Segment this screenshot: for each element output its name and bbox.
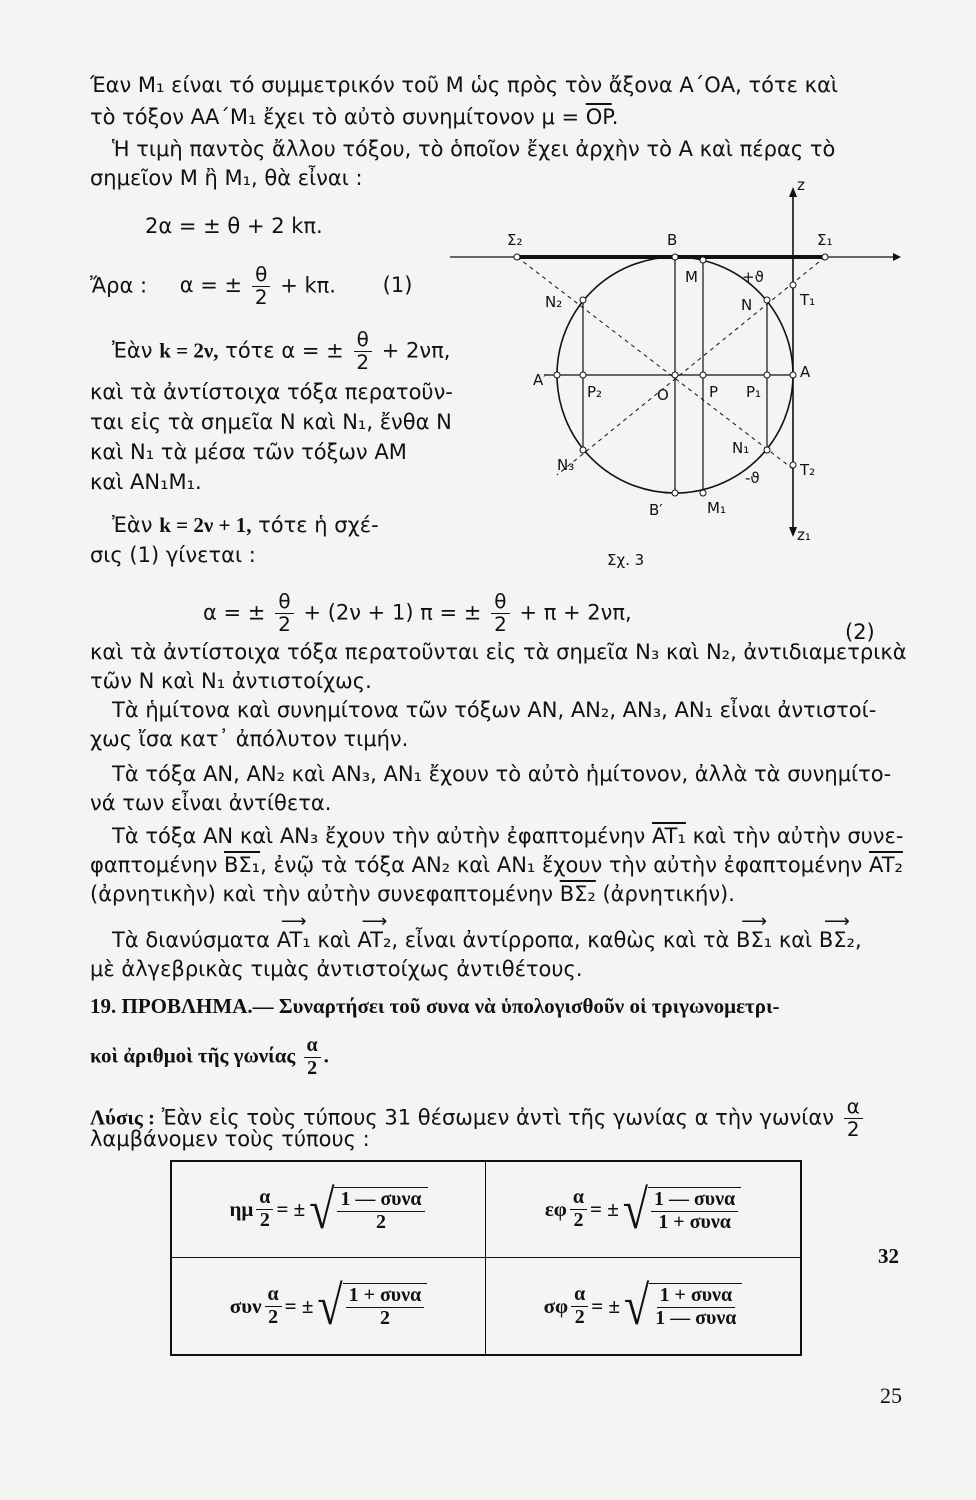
text-span: τότε ἡ σχέ-: [258, 513, 379, 537]
figure-caption: Σχ. 3: [607, 551, 645, 569]
label-p1: P₁: [746, 383, 762, 401]
text-span: Ἐὰν: [112, 338, 153, 363]
problem-heading-cont: κοὶ ἀριθμοὶ τῆς γωνίας $\frac{\alpha}{2}$ .: [90, 1034, 329, 1079]
point-p: [700, 372, 706, 378]
problem-heading: 19. ΠΡΟΒΛΗΜΑ.— Συναρτήσει τοῦ συνα νὰ ὑπολογισθοῦν οἱ τριγωνομετρι-: [90, 994, 780, 1018]
text-line: καὶ N₁ τὰ μέσα τῶν τόξων AM: [90, 440, 407, 464]
text-line: μὲ ἀλγεβρικὰς τιμὰς ἀντιστοίχως ἀντιθέτους.: [90, 957, 583, 981]
label-n2: N₂: [545, 293, 563, 311]
point-m1: [700, 490, 706, 496]
text-span: Τὰ διανύσματα: [112, 928, 271, 952]
point-b-prime: [672, 490, 678, 496]
text-span: + π + 2νπ,: [519, 600, 632, 625]
label-sigma1: Σ₁: [817, 231, 833, 249]
point-a: [790, 372, 796, 378]
label-t1: T₁: [800, 291, 816, 309]
text-line: καὶ AN₁M₁.: [90, 470, 202, 494]
text-span: φαπτομένην: [90, 853, 218, 877]
point-sigma2: [514, 254, 520, 260]
point-p1: [764, 372, 770, 378]
segment-bs1: BΣ₁: [224, 853, 261, 877]
top-line-arrow: [893, 253, 901, 261]
text-span: Τὰ τόξα AN καὶ AN₃ ἔχουν τὴν αὐτὴν ἐφαπτομένην: [112, 824, 646, 848]
label-minus-theta: -ϑ: [745, 469, 760, 487]
label-n1: N₁: [732, 439, 750, 457]
label-m1: M₁: [707, 499, 726, 517]
unit-circle-figure: [445, 175, 905, 575]
fraction-alpha-over-2: $\frac{\alpha}{2}$: [304, 1036, 321, 1079]
segment-op: $\overline{OP}$: [585, 105, 612, 129]
point-b: [672, 254, 678, 260]
fraction-theta-over-2: $\frac{\theta}{2}$: [353, 330, 372, 373]
text-span: α = ±: [179, 273, 243, 298]
text-span: + 2νπ,: [381, 338, 451, 363]
text-span: k = 2ν + 1,: [159, 513, 252, 537]
formula-sin-half: ημ $\frac{\alpha}{2}$ = ± √ $\frac{\text{1 — συνα}}{2}$: [172, 1162, 486, 1258]
page-number: 25: [880, 1383, 902, 1408]
text-span: + kπ.: [280, 273, 336, 298]
formula-cot-half: σφ $\frac{\alpha}{2}$ = ± √ $\frac{\text{1 + συνα}}{\text{1 — συνα}}$: [486, 1258, 800, 1354]
text-line: [90, 880, 735, 908]
text-span: Ἄρα :: [90, 273, 148, 298]
label-plus-theta: +ϑ: [742, 268, 764, 286]
point-p2: [580, 372, 586, 378]
label-b-prime: B′: [649, 501, 663, 519]
formula-number: 32: [878, 1244, 899, 1268]
equation-2: [203, 589, 632, 636]
label-a-prime: A′: [533, 371, 547, 389]
text-line: καὶ τὰ ἀντίστοιχα τόξα περατοῦν-: [90, 380, 453, 404]
text-line: καὶ τὰ ἀντίστοιχα τόξα περατοῦνται εἰς τὰ σημεῖα N₃ καὶ N₂, ἀντιδιαμετρικὰ: [90, 640, 907, 664]
text-span: (ἀρνητικὴν) καὶ τὴν αὐτὴν συνεφαπτομένην: [90, 882, 554, 906]
formula-cos-half: συν $\frac{\alpha}{2}$ = ± √ $\frac{\text{1 + συνα}}{2}$: [172, 1258, 486, 1354]
label-m: M: [685, 268, 698, 286]
label-p: P: [709, 383, 719, 401]
label-z: z: [797, 176, 805, 194]
point-t2: [790, 462, 796, 468]
point-n3: [580, 447, 586, 453]
text-span: καὶ: [317, 928, 351, 952]
segment-at1: AT₁: [651, 824, 686, 848]
text-span: τότε α = ±: [225, 338, 344, 363]
label-o: O: [657, 386, 669, 404]
text-span: (ἀρνητικήν).: [602, 882, 735, 906]
point-n2: [580, 297, 586, 303]
point-o: [672, 372, 678, 378]
text-span: Ἐὰν: [112, 513, 153, 537]
fraction-theta-over-2: $\frac{\theta}{2}$: [491, 592, 510, 635]
text-line: χως ἴσα κατ᾽ ἀπόλυτον τιμήν.: [90, 727, 409, 751]
text-line: [112, 822, 903, 850]
fraction-theta-over-2: $\frac{\theta}{2}$: [275, 592, 294, 635]
text-span: ,: [854, 928, 862, 952]
solution-label: Λύσις :: [90, 1105, 155, 1130]
label-n3: N₃: [557, 456, 575, 474]
text-line: σις (1) γίνεται :: [90, 543, 256, 567]
equation-number: (2): [845, 620, 875, 644]
point-sigma1: [822, 254, 828, 260]
label-t2: T₂: [800, 461, 816, 479]
z1-arrow: [789, 527, 797, 537]
point-m: [700, 257, 706, 263]
text-span: + (2ν + 1) π = ±: [303, 600, 482, 625]
sigma1-n3-diagonal: [557, 257, 825, 475]
vector-bs2: ⟶ BΣ₂: [819, 926, 855, 954]
equation-number: (1): [382, 273, 413, 298]
label-n: N: [741, 296, 753, 314]
label-a: A: [800, 363, 811, 381]
text-span: k = 2ν,: [159, 338, 219, 363]
point-t1: [790, 282, 796, 288]
text-span: , εἶναι ἀντίρροπα, καθὼς καὶ τὰ: [391, 928, 730, 952]
text-line: Τὰ ἡμίτονα καὶ συνημίτονα τῶν τόξων AN, AN₂, AN₃, AN₁ εἶναι ἀντιστοί-: [112, 698, 877, 722]
text-span: Ἐὰν εἰς τοὺς τύπους 31 θέσωμεν ἀντὶ τῆς γωνίας α τὴν γωνίαν: [161, 1105, 834, 1130]
text-line: τὸ τόξον ΑΑ΄M₁ ἔχει τὸ αὐτὸ συνημίτονον $\mu = \overline{OP}$.: [90, 105, 619, 129]
text-line: Έαν M₁ είναι τό συμμετρικόν τοῦ M ὡς πρὸς τὸν ἄξονα Α΄ΟΑ, τότε καὶ: [90, 73, 839, 97]
text-line: Ἡ τιμὴ παντὸς ἄλλου τόξου, τὸ ὁποῖον ἔχει ἀρχὴν τὸ Α καὶ πέρας τὸ: [112, 137, 836, 161]
text-line: ται εἰς τὰ σημεῖα N καὶ N₁, ἔνθα N: [90, 410, 452, 434]
segment-at2: AT₂: [868, 853, 903, 877]
label-b: B: [667, 231, 678, 249]
z-arrow: [789, 187, 797, 197]
vector-at1: ⟶ AT₁: [277, 926, 311, 954]
equation-1: [90, 262, 413, 309]
text-span: , ἐνῷ τὰ τόξα AN₂ καὶ AN₁ ἔχουν τὴν αὐτὴν ἐφαπτομένην: [260, 853, 863, 877]
text-span: τὸ τόξον ΑΑ΄M₁ ἔχει τὸ αὐτὸ συνημίτονον μ =: [90, 105, 586, 129]
label-p2: P₂: [587, 383, 603, 401]
fraction-alpha-over-2: $\frac{\alpha}{2}$: [844, 1097, 863, 1140]
text-line: [112, 511, 379, 539]
vector-at2: ⟶ AT₂: [357, 926, 391, 954]
text-span: καὶ: [778, 928, 813, 952]
fraction-theta-over-2: $\frac{\theta}{2}$: [252, 265, 271, 308]
text-span: α = ±: [203, 600, 266, 625]
text-line: σημεῖον M ἢ M₁, θὰ εἶναι :: [90, 166, 363, 190]
formula-table: [170, 1160, 802, 1356]
text-span: κοὶ ἀριθμοὶ τῆς γωνίας: [90, 1043, 296, 1068]
formula-tan-half: εφ $\frac{\alpha}{2}$ = ± √ $\frac{\text{1 — συνα}}{\text{1 + συνα}}$: [486, 1162, 800, 1258]
text-line: τῶν N καὶ N₁ ἀντιστοίχως.: [90, 669, 372, 693]
point-n1: [764, 447, 770, 453]
vector-bs1: ⟶ BΣ₁: [736, 926, 772, 954]
text-line: νά των εἶναι ἀντίθετα.: [90, 791, 332, 815]
equation: 2α = ± θ + 2 kπ.: [145, 214, 323, 238]
label-sigma2: Σ₂: [507, 231, 523, 249]
segment-bs2: BΣ₂: [559, 882, 596, 906]
point-a-prime: [554, 372, 560, 378]
text-line: λαμβάνομεν τοὺς τύπους :: [90, 1127, 370, 1151]
text-span: καὶ τὴν αὐτὴν συνε-: [692, 824, 904, 848]
label-z1: z₁: [797, 526, 811, 544]
text-line: [112, 926, 862, 954]
text-line: Τὰ τόξα AN, AN₂ καὶ AN₃, AN₁ ἔχουν τὸ αὐτὸ ἡμίτονον, ἀλλὰ τὰ συνημίτο-: [112, 762, 892, 786]
text-line: [112, 327, 451, 374]
point-n: [764, 297, 770, 303]
text-line: [90, 851, 903, 879]
